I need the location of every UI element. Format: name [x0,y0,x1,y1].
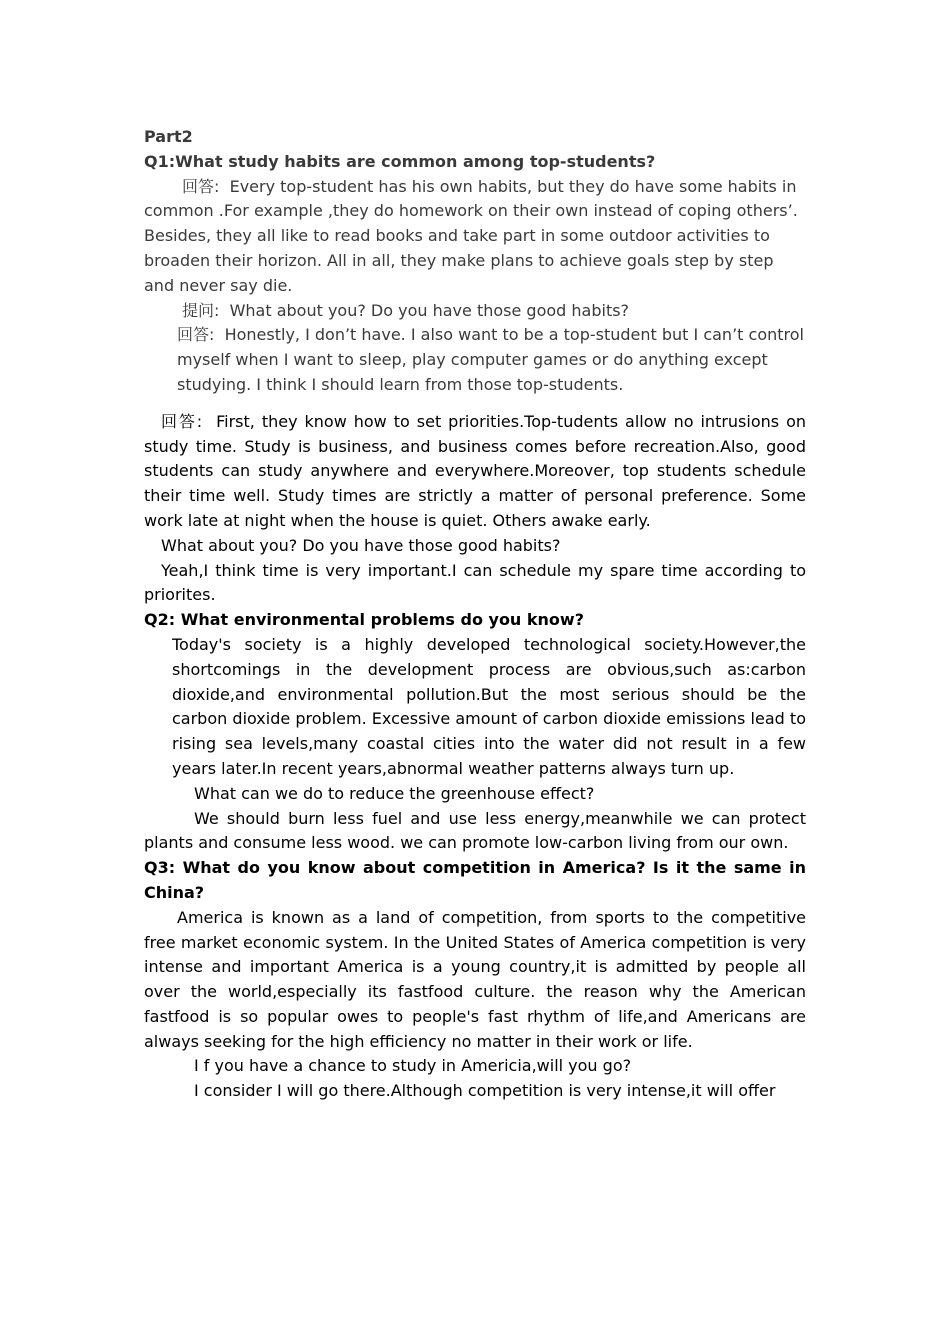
document-page [144,125,806,1104]
q1-answer-1-text: Every top-student has his own habits, but they do have some habits in common .For example ,they do homework on their own instead of coping others’. Besides, they all like to read books and take part in some outdoor activities to broaden their horizon. All in all, they make plans to achieve goals step by step and never say die. [144,176,798,295]
answer-label: 回答 [182,176,215,196]
q1-followup-text: What about you? Do you have those good habits? [229,300,630,320]
q3-followup-answer: I consider I will go there.Although competition is very intense,it will offer [194,1081,776,1101]
q1-answer-3: 回答: First, they know how to set priorities.Top-tudents allow no intrusions on study time. Study is business, and business comes before recreation.Also, good students can study anywhere and everywhere.Moreover, top students schedule their time well. Study times are strictly a matter of personal preference. Some work late at night when the house is quiet. Others awake early. [144,411,807,530]
q1-answer-4: Yeah,I think time is very important.I can schedule my spare time according to priorites. [144,560,806,605]
q3-answer: America is known as a land of competition, from sports to the competitive free market economic system. In the United States of America competition is very intense and important America is a young country,it is admitted by people all over the world,especially its fastfood culture. the reason why the American fastfood is so popular owes to people's fast rhythm of life,and Americans are always seeking for the high efficiency no matter in their work or life. [144,907,806,1051]
q1-answer-1: 回答: Every top-student has his own habits, but they do have some habits in common .For example ,they do homework on their own instead of coping others’. Besides, they all like to read books and take part in some outdoor activities to broaden their horizon. All in all, they make plans to achieve goals step by step and never say die. [144,176,798,295]
part-heading: Part2 [144,127,193,146]
answer-label: 回答 [161,411,197,431]
q2-followup: What can we do to reduce the greenhouse effect? [194,783,595,803]
q3-followup: I f you have a chance to study in Americia,will you go? [194,1056,632,1076]
q2-answer: Today's society is a highly developed technological society.However,the shortcomings in the development process are obvious,such as:carbon dioxide,and environmental pollution.But the most serious should be the carbon dioxide problem. Excessive amount of carbon dioxide emissions lead to rising sea levels,many coastal cities into the water did not result in a few years later.In recent years,abnormal weather patterns always turn up. [172,634,806,778]
q1-followup-2: What about you? Do you have those good habits? [161,535,561,555]
q1-answer-2: 回答: Honestly, I don’t have. I also want to be a top-student but I can’t control myself when I want to sleep, play computer games or do anything except studying. I think I should learn from those top-students. [177,325,804,394]
q2-question: Q2: What environmental problems do you know? [144,610,584,630]
q1-followup: 提问: What about you? Do you have those good habits? [182,300,630,320]
question-label: 提问 [182,300,215,320]
q3-question: Q3: What do you know about competition in America? Is it the same in China? [144,858,806,902]
q1-question: Q1:What study habits are common among top-students? [144,151,656,171]
q1-answer-2-text: Honestly, I don’t have. I also want to be a top-student but I can’t control myself when I want to sleep, play computer games or do anything except studying. I think I should learn from those top-students. [177,325,804,394]
answer-label: 回答 [177,325,210,345]
q1-answer-3-text: First, they know how to set priorities.Top-tudents allow no intrusions on study time. Study is business, and business comes before recreation.Also, good students can study anywhere and everywhere.Moreover, top students schedule their time well. Study times are strictly a matter of personal preference. Some work late at night when the house is quiet. Others awake early. [144,411,807,530]
q2-followup-answer: We should burn less fuel and use less energy,meanwhile we can protect plants and consume less wood. we can promote low-carbon living from our own. [144,808,806,853]
